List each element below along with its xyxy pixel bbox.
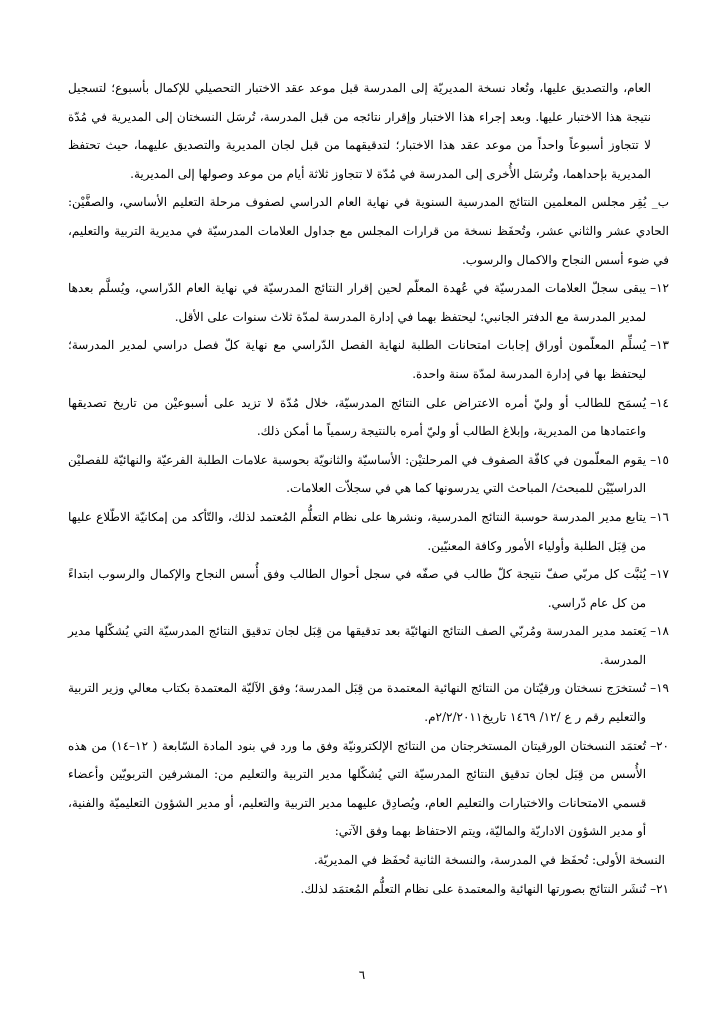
- item-text: يقوم المعلّمون في كافّة الصفوف في المرحلتيْن: الأساسيّة والثانويّة بحوسبة علامات الطلبة الفرعيّة والنهائيّة للفصليْن الدراسيّيْن للمبحث/ المباحث التي يدرسونها كما هي في سجلاّت العلامات.: [68, 452, 647, 496]
- item-number: ١٩–: [650, 681, 669, 696]
- item-text: تُستخرَج نسختان ورقيّتان من النتائج النهائية المعتمدة من قِبَل المدرسة؛ وفق الآليّة المعتمدة بكتاب معالي وزير التربية والتعليم رقم ر ع /١٢/ ١٤٦٩ تاريخ٢/٢/٢٠١١م.: [68, 681, 647, 725]
- list-item: [68, 331, 669, 388]
- list-item: [68, 875, 669, 904]
- item-text: يَعتمد مدير المدرسة ومُربّي الصف النتائج النهائيّة بعد تدقيقها من قِبَل لجان تدقيق النتائج المدرسيّة التي يُشكّلها مدير المدرسة.: [68, 624, 647, 667]
- list-item: [68, 446, 669, 503]
- list-item: [68, 732, 669, 846]
- item-number: ٢٠–: [650, 738, 669, 753]
- item-text: يُسمَح للطالب أو وليّ أمره الاعتراض على النتائج المدرسيّة، خلال مُدّة لا تزيد على أسبوعيْن من تاريخ تصديقها واعتمادها من المديرية، وإبلاغ الطالب أو وليّ أمره بالنتيجة رسمياً ما أمكن ذلك.: [68, 395, 647, 439]
- item-number: ١٣–: [650, 338, 669, 353]
- document-page: [68, 74, 669, 903]
- item-text: يتابع مدير المدرسة حوسبة النتائج المدرسية، ونشرها على نظام التعلُّم المُعتمد لذلك، والتّأكد من إمكانيّة الاطّلاع عليها من قِبَل الطلبة وأولياء الأمور وكافة المعنيّين.: [68, 509, 647, 553]
- item-b-paragraph: ب_ يُقِر مجلس المعلمين النتائج المدرسية السنوية في نهاية العام الدراسي لصفوف مرحلة التعليم الأساسي، والصفَّيْن: الحادي عشر والثاني عشر، وتُحفَظ نسخة من قرارات المجلس مع جداول العلامات المدرسيّة في مديرية التربية والتعليم، في ضوء أسس النجاح والاكمال والرسوب.: [68, 195, 669, 267]
- item-number: ١٢–: [650, 281, 669, 296]
- item-text: يُسلِّم المعلّمون أوراق إجابات امتحانات الطلبة لنهاية الفصل الدّراسي مع نهاية كلّ فصل دراسي لمدير المدرسة؛ ليحتفظ بها في إدارة المدرسة لمدّة سنة واحدة.: [68, 338, 647, 381]
- item-number: ٢١–: [650, 881, 669, 896]
- item-text: يُثبَّت كل مربّي صفّ نتيجة كلّ طالب في صفّه في سجل أحوال الطالب وفق أُسس النجاح والإكمال والرسوب ابتداءً من كل عام دّراسي.: [68, 567, 647, 610]
- item-text: يبقى سجلّ العلامات المدرسيّة في عُهدة المعلّم لحين إقرار النتائج المدرسيّة في نهاية العام الدّراسي، ويُسلَّم بعدها لمدير المدرسة مع الدفتر الجانبي؛ ليحتفظ بهما في إدارة المدرسة لمدّة ثلاث سنوات على الأقل.: [68, 281, 647, 324]
- item-number: ١٦–: [650, 509, 669, 524]
- list-item: [68, 617, 669, 674]
- item-text: النسخة الأولى: تُحفَظ في المدرسة، والنسخة الثانية تُحفَظ في المديريّة.: [313, 853, 665, 868]
- item-number: ١٧–: [650, 567, 669, 582]
- item-text: تُنشَر النتائج بصورتها النهائية والمعتمدة على نظام التعلُّم المُعتمَد لذلك.: [300, 881, 647, 896]
- item-text: تُعتمَد النسختان الورقيتان المستخرجتان من النتائج الإلكترونيّة وفق ما ورد في بنود المادة السّابعة ( ١٢–١٤) من هذه الأُسس من قِبَل لجان تدقيق النتائج المدرسيّة التي يُشكّلها مدير التربية والتعليم من: المشرفين التربويّين وأعضاء قسمي الامتحانات والاختبارات والتعليم العام، ويُصادِق عليهما مدير التربية والتعليم، أو مدير الشؤون التعليميّة والفنية، أو مدير الشؤون الاداريّة والماليّة، ويتم الاحتفاظ بهما وفق الآتي:: [68, 738, 647, 839]
- list-item: [68, 389, 669, 446]
- item-number: ١٤–: [650, 395, 669, 410]
- page-number: ٦: [358, 968, 366, 982]
- list-item: [68, 674, 669, 731]
- item-number: ١٨–: [650, 624, 669, 639]
- list-item: [68, 503, 669, 560]
- list-item: [68, 846, 669, 875]
- list-item: [68, 274, 669, 331]
- continuation-paragraph: العام، والتصديق عليها، وتُعاد نسخة المديريّة إلى المدرسة قبل موعد عقد الاختبار التحصيلي للإكمال بأسبوع؛ لتسجيل نتيجة هذا الاختبار عليها. وبعد إجراء هذا الاختبار وإقرار نتائجه من قبل المدرسة، تُرسَل النسختان إلى المديرية في مُدّة لا تتجاوز أسبوعاً واحداً من موعد عقد هذا الاختبار؛ لتدقيقهما من قبل لجان المديرية والتصديق عليهما، حيث تحتفظ المديرية بإحداهما، وتُرسَل الأُخرى إلى المدرسة في مُدّة لا تتجاوز ثلاثة أيام من موعد وصولها إلى المديرية.: [68, 81, 651, 181]
- list-item: [68, 560, 669, 617]
- item-number: ١٥–: [650, 452, 669, 467]
